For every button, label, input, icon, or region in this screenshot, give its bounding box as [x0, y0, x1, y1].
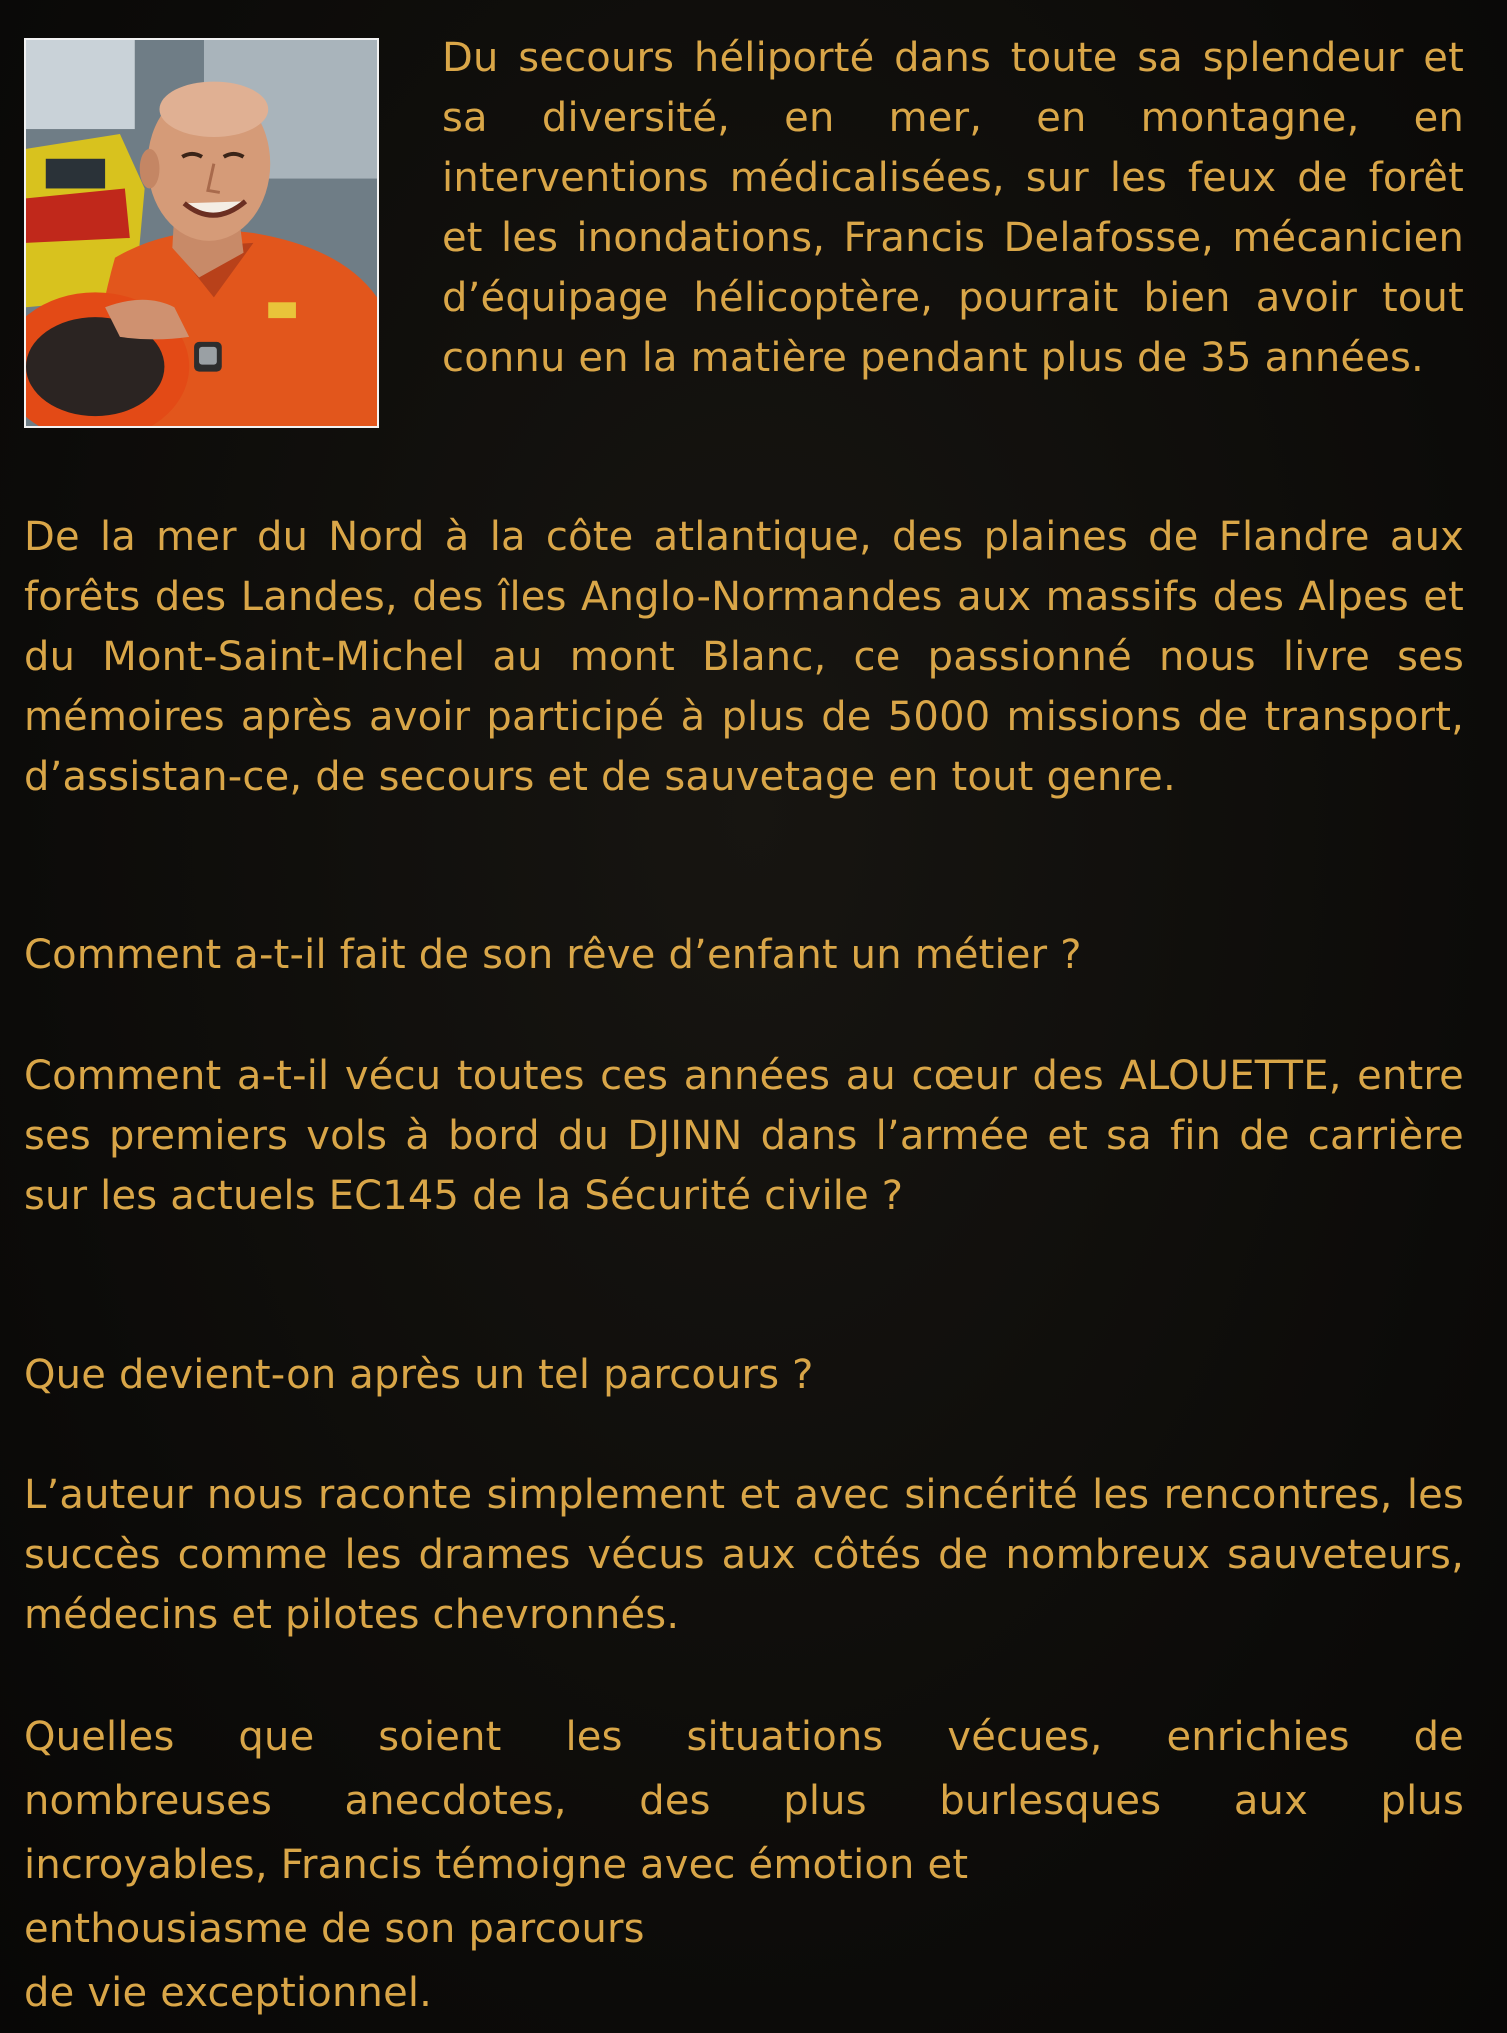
closing-line: de vie exceptionnel. [24, 1970, 433, 2016]
question-dream-paragraph: Comment a-t-il fait de son rêve d’enfant un métier ? [24, 932, 1082, 978]
author-portrait-icon [26, 40, 377, 426]
closing-line: Quelles que soient les situations vécues, enrichies de [24, 1714, 1464, 1760]
question-after-paragraph: Que devient-on après un tel parcours ? [24, 1352, 814, 1398]
author-photo [24, 38, 379, 428]
intro-paragraph: Du secours héliporté dans toute sa splendeur et sa diversité, en mer, en montagne, en interventions médicalisées, sur les feux de forêt et les inondations, Francis Delafosse, mécanicien d’équipage hélicoptère, pourrait bien avoir tout connu en la matière pendant plus de 35 années. [442, 35, 1464, 381]
closing-line: enthousiasme de son parcours [24, 1906, 645, 1952]
regions-paragraph: De la mer du Nord à la côte atlantique, des plaines de Flandre aux forêts des Landes, des îles Anglo-Normandes aux massifs des Alpes et du Mont-Saint-Michel au mont Blanc, ce passionné nous livre ses mémoires après avoir participé à plus de 5000 missions de transport, d’assistan-ce, de secours et de sauvetage en tout genre. [24, 514, 1464, 800]
closing-paragraph [24, 1705, 1464, 2025]
author-story-paragraph: L’auteur nous raconte simplement et avec sincérité les rencontres, les succès comme les drames vécus aux côtés de nombreux sauveteurs, médecins et pilotes chevronnés. [24, 1472, 1464, 1638]
closing-line: nombreuses anecdotes, des plus burlesques aux plus [24, 1778, 1464, 1824]
closing-line: incroyables, Francis témoigne avec émotion et [24, 1842, 969, 1888]
question-career-paragraph: Comment a-t-il vécu toutes ces années au cœur des ALOUETTE, entre ses premiers vols à bord du DJINN dans l’armée et sa fin de carrière sur les actuels EC145 de la Sécurité civile ? [24, 1053, 1464, 1219]
